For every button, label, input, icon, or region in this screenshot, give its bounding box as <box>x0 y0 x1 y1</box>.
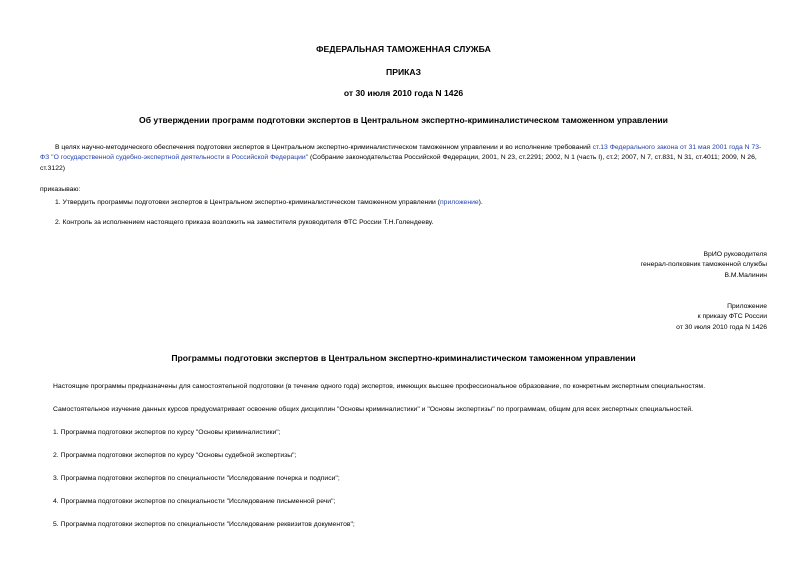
programs-title: Программы подготовки экспертов в Центральном экспертно-криминалистическом таможенном управлении <box>171 353 636 363</box>
preamble-paragraph <box>40 143 770 174</box>
program-list-item: 1. Программа подготовки экспертов по курсу "Основы криминалистики"; <box>53 429 281 436</box>
appendix-block <box>676 302 767 333</box>
preamble-text-end: (Собрание законодательства Российской Федерации, 2001, N 23, ст.2291; 2002, N 1 (часть I), ст.2; 2007, N 7, ст.831, N 31, ст.4011; 2009, N 26, ст.3122) <box>40 154 757 172</box>
program-list-item: 4. Программа подготовки экспертов по специальности "Исследование письменной речи"; <box>53 498 336 505</box>
signature-name: В.М.Малинин <box>724 271 767 279</box>
program-list-item: 3. Программа подготовки экспертов по специальности "Исследование почерка и подписи"; <box>53 475 340 482</box>
programs-paragraph-1: Настоящие программы предназначены для самостоятельной подготовки (в течение одного года) экспертов, имеющих высшее профессиональное образование, по конкретным экспертным специальностям. <box>53 383 706 390</box>
program-list-item: 5. Программа подготовки экспертов по специальности "Исследование реквизитов документов"; <box>53 521 355 528</box>
decree-word: приказываю: <box>40 186 81 193</box>
agency-name: ФЕДЕРАЛЬНАЯ ТАМОЖЕННАЯ СЛУЖБА <box>316 44 491 54</box>
preamble-text-start: В целях научно-методического обеспечения подготовки экспертов в Центральном экспертно-криминалистическом таможенном управлении и во исполнение требований <box>55 144 593 151</box>
appendix-label: Приложение <box>727 303 767 310</box>
program-list-item: 2. Программа подготовки экспертов по курсу "Основы судебной экспертизы"; <box>53 452 297 459</box>
order-item-1-text: 1. Утвердить программы подготовки экспертов в Центральном экспертно-криминалистическом таможенном управлении ( <box>55 199 440 206</box>
signature-rank: генерал-полковник таможенной службы <box>640 261 767 269</box>
order-item-1-end: ). <box>478 199 483 206</box>
signature-block <box>641 250 767 281</box>
order-item-1 <box>55 199 483 206</box>
signature-position: ВрИО руководителя <box>703 251 767 258</box>
appendix-link[interactable]: приложение <box>439 199 479 206</box>
order-item-2: 2. Контроль за исполнением настоящего приказа возложить на заместителя руководителя ФТС России Т.Н.Голендееву. <box>55 219 434 226</box>
programs-paragraph-2: Самостоятельное изучение данных курсов предусматривает освоение общих дисциплин "Основы криминалистики" и "Основы экспертизы" по программам, общим для всех экспертных специальностей. <box>53 406 694 413</box>
document-title: Об утверждении программ подготовки экспертов в Центральном экспертно-криминалистическом таможенном управлении <box>139 115 668 125</box>
appendix-date: от 30 июля 2010 года N 1426 <box>676 323 767 331</box>
appendix-reference: к приказу ФТС России <box>697 313 767 321</box>
document-date: от 30 июля 2010 года N 1426 <box>343 88 464 98</box>
federal-law-link[interactable]: ст.13 Федерального закона от 31 мая 2001 года N 73-ФЗ "О государственной судебно-экспертной деятельности в Российской Федерации" <box>40 144 762 162</box>
document-type: ПРИКАЗ <box>386 67 421 77</box>
